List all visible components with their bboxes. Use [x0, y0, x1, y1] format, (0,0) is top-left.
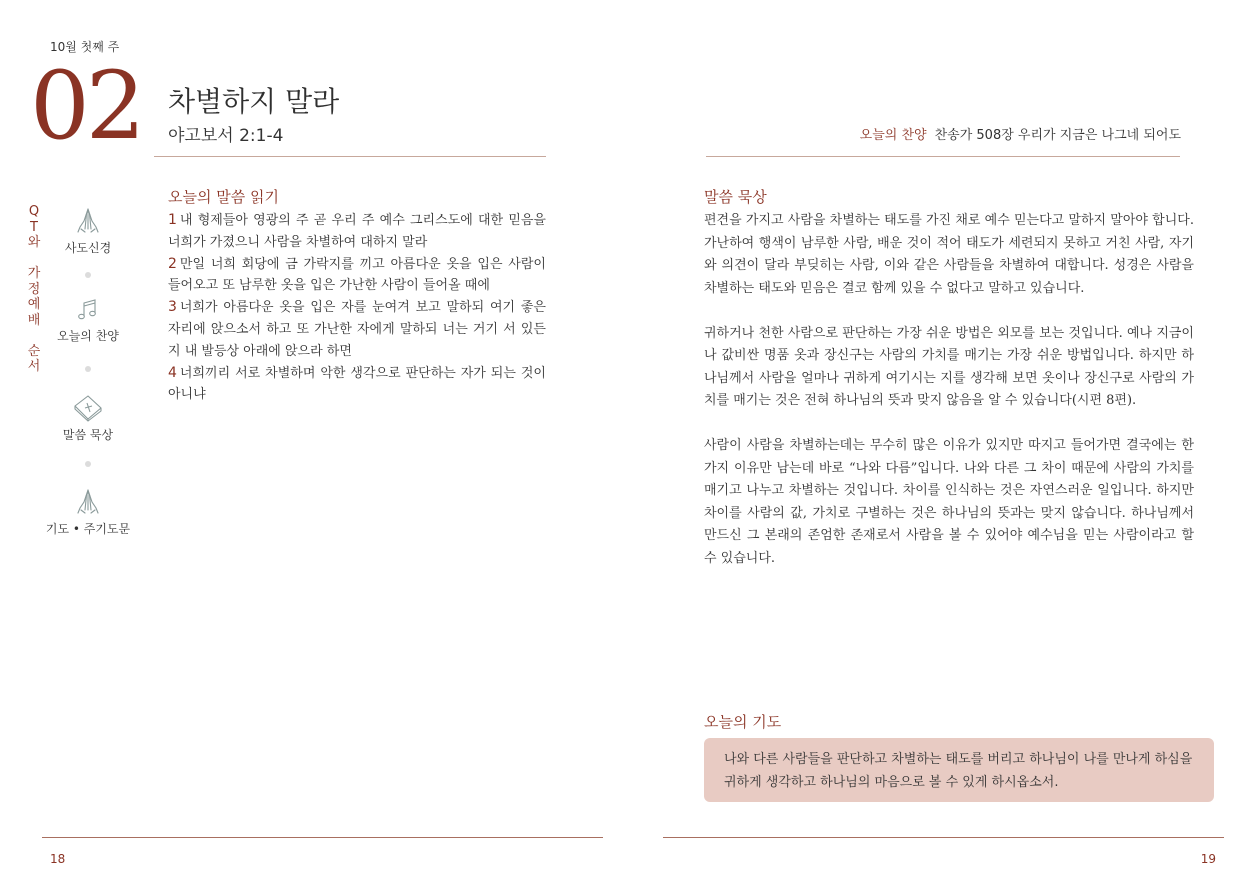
meditation-paragraph: 귀하거나 천한 사람으로 판단하는 가장 쉬운 방법은 외모를 보는 것입니다. 예나 지금이나 값비싼 명품 옷과 장신구는 사람의 가치를 매기는 가장 쉬운 방법입니다. 하지만 하나님께서 사람을 얼마나 귀하게 여기시는 지를 생각해 보면 옷이나 장신구로 사람의 가치를 매기는 것은 전혀 하나님의 뜻과 맞지 않음을 알 수 있습니다(시편 8편).	[704, 325, 1194, 408]
verse-text: 너희가 아름다운 옷을 입은 자를 눈여겨 보고 말하되 여기 좋은 자리에 앉으소서 하고 또 가난한 자에게 말하되 너는 거기 서 있든지 내 발등상 아래에 앉으라 하면	[168, 300, 546, 359]
page-title: 차별하지 말라	[168, 85, 340, 118]
praying-hands-icon	[73, 205, 103, 235]
meditation-text	[704, 210, 1194, 593]
prayer-box: 나와 다른 사람들을 판단하고 차별하는 태도를 버리고 하나님이 나를 만나게 하심을 귀하게 생각하고 하나님의 마음으로 볼 수 있게 하시옵소서.	[704, 738, 1214, 802]
sidebar-item-apostles-creed	[43, 205, 133, 256]
sidebar-item-label: 말씀 묵상	[62, 428, 114, 442]
bible-icon	[72, 392, 104, 422]
hymn-label: 오늘의 찬양	[859, 128, 927, 143]
verse-text: 내 형제들아 영광의 주 곧 우리 주 예수 그리스도에 대한 믿음을 너희가 가졌으니 사람을 차별하여 대하지 말라	[168, 213, 546, 250]
meditation-paragraph: 편견을 가지고 사람을 차별하는 태도를 가진 채로 예수 믿는다고 말하지 말아야 합니다. 가난하여 행색이 남루한 사람, 배운 것이 적어 태도가 세련되지 못하고 거친 사람, 자기와 의견이 달라 부딪히는 사람, 이와 같은 사람들을 차별하여 대합니다. 성경은 사람을 차별하는 태도와 믿음은 결코 함께 있을 수 없다고 말하고 있습니다.	[704, 213, 1194, 296]
verse-number: 3	[168, 299, 177, 316]
vertical-char: 순	[27, 343, 41, 359]
vertical-char: 서	[27, 359, 41, 374]
vertical-char	[26, 328, 42, 344]
sidebar-item-meditation	[43, 392, 133, 443]
sidebar-dot	[85, 366, 91, 372]
music-note-icon	[75, 297, 101, 323]
meditation-heading: 말씀 묵상	[704, 188, 767, 206]
verse-number: 4	[168, 364, 177, 381]
verse-text: 너희끼리 서로 차별하며 악한 생각으로 판단하는 자가 되는 것이 아니냐	[168, 365, 546, 403]
vertical-char: 정	[27, 281, 41, 297]
vertical-char: 예	[27, 297, 41, 312]
sidebar-dot	[85, 272, 91, 278]
sidebar-item-label: 사도신경	[64, 241, 112, 255]
verse-number: 2	[168, 255, 177, 272]
sidebar-item-label: 오늘의 찬양	[57, 329, 119, 343]
vertical-section-title	[26, 204, 42, 375]
hymn-line	[860, 124, 1181, 143]
meditation-paragraph: 사람이 사람을 차별하는데는 무수히 많은 이유가 있지만 따지고 들어가면 결국에는 한 가지 이유만 남는데 바로 “나와 다름”입니다. 나와 다른 그 차이 때문에 사람의 가치를 매기고 나누고 차별하는 것입니다. 차이를 인식하는 것은 자연스러운 일입니다. 하지만 차이를 사람의 값, 가치로 구별하는 것은 하나님의 뜻과는 맞지 않습니다. 하나님께서 만드신 그 본래의 존엄한 존재로서 사람을 볼 수 있어야 예수님을 믿는 사람이라고 할 수 있습니다.	[704, 438, 1194, 566]
reading-heading: 오늘의 말씀 읽기	[168, 188, 279, 206]
top-divider-right	[706, 156, 1180, 157]
devotion-number: 02	[30, 52, 142, 161]
sidebar-item-label: 기도 • 주기도문	[45, 522, 131, 536]
scripture-text	[168, 210, 546, 406]
verse-text: 만일 너희 회당에 금 가락지를 끼고 아름다운 옷을 입은 사람이 들어오고 또 남루한 옷을 입은 가난한 사람이 들어올 때에	[168, 256, 546, 294]
prayer-heading: 오늘의 기도	[704, 713, 782, 731]
sidebar-item-prayer	[43, 486, 133, 537]
week-label: 10월 첫째 주	[50, 40, 120, 54]
vertical-char: 가	[27, 266, 41, 281]
sidebar-dot	[85, 461, 91, 467]
sidebar-item-hymn	[43, 297, 133, 344]
vertical-char: 배	[27, 312, 41, 328]
vertical-char: Q	[28, 204, 40, 219]
vertical-char: T	[30, 219, 38, 235]
vertical-char	[26, 251, 42, 267]
vertical-char: 와	[27, 235, 41, 250]
page-number-left: 18	[50, 852, 66, 866]
hymn-title: 찬송가 508장 우리가 지금은 나그네 되어도	[934, 128, 1181, 143]
praying-hands-icon	[73, 486, 103, 516]
bottom-divider-right	[663, 837, 1224, 838]
top-divider-left	[154, 156, 546, 157]
page-number-right: 19	[1200, 852, 1216, 866]
bottom-divider-left	[42, 837, 603, 838]
scripture-reference: 야고보서 2:1-4	[168, 126, 284, 146]
verse-number: 1	[168, 212, 177, 228]
